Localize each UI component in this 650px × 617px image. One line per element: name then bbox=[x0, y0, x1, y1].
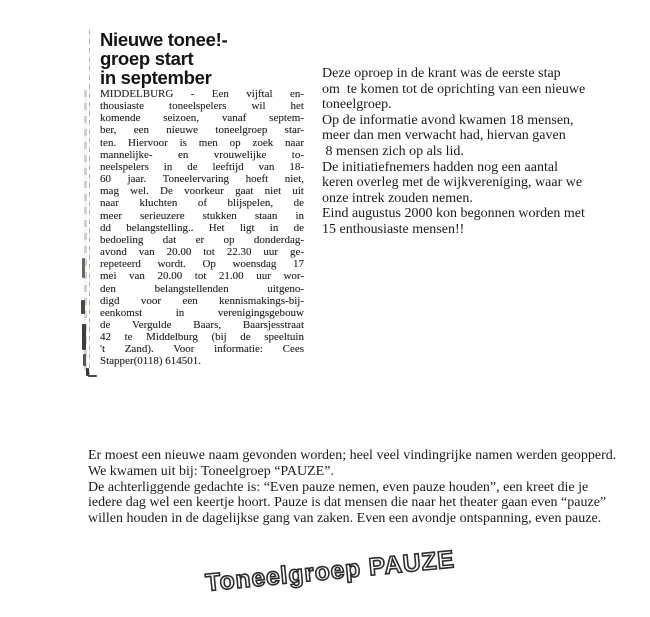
paragraph-line: om te komen tot de oprichting van een nieuwe bbox=[322, 81, 586, 97]
clipping-body-line: 60 jaar. Toneelervaring hoeft niet, bbox=[100, 173, 304, 186]
paragraph-line: Eind augustus 2000 kon begonnen worden met bbox=[322, 206, 585, 222]
headline-line: in september bbox=[100, 67, 212, 88]
headline-line: groep start bbox=[100, 48, 194, 69]
clipping-body-line: naar kluchten of blijspelen, de bbox=[100, 197, 304, 210]
naming-paragraph bbox=[88, 448, 616, 527]
clipping-left-rule bbox=[89, 30, 90, 378]
paragraph-line: keren overleg met de wijkvereniging, waar we bbox=[322, 175, 583, 191]
clipping-body-line: komende seizoen, vanaf septem- bbox=[100, 112, 304, 125]
clipping-body-line: Stapper(0118) 614501. bbox=[100, 355, 202, 368]
clipping-body-line: bedoeling dat er op donderdag- bbox=[100, 233, 304, 246]
paragraph-line: onze intrek zouden nemen. bbox=[322, 190, 473, 206]
clipping-body-line: de Vergulde Baars, Baarsjesstraat bbox=[100, 318, 304, 331]
clipping-body-line: MIDDELBURG - Een vijftal en- bbox=[100, 88, 304, 100]
clipping-edge-smudge bbox=[81, 300, 85, 314]
clipping-body-line: den belangstellenden uitgeno- bbox=[100, 282, 304, 295]
clipping-body-line: avond van 20.00 tot 22.30 uur ge- bbox=[100, 246, 304, 259]
clipping-body bbox=[100, 88, 304, 368]
paragraph-line: Er moest een nieuwe naam gevonden worden; heel veel vindingrijke namen werden geopperd. bbox=[88, 448, 617, 463]
clipping-edge-smudge bbox=[82, 324, 86, 350]
paragraph-line: toneelgroep. bbox=[322, 97, 392, 113]
clipping-body-line: thousiaste toneelspelers wil het bbox=[100, 100, 304, 113]
clipping-edge-smudge bbox=[83, 354, 86, 366]
clipping-edge-smudge bbox=[88, 375, 97, 377]
clipping-headline bbox=[100, 30, 227, 87]
paragraph-line: 15 enthousiaste mensen!! bbox=[322, 221, 465, 237]
clipping-body-line: neelspelers in de leeftijd van 18- bbox=[100, 160, 304, 173]
paragraph-line: We kwamen uit bij: Toneelgroep “PAUZE”. bbox=[88, 463, 334, 479]
clipping-body-line: mannelijke- en vrouwelijke to- bbox=[100, 148, 304, 161]
paragraph-line: De achterliggende gedachte is: “Even pauze nemen, even pauze houden”, een kreet die je bbox=[88, 479, 589, 495]
clipping-body-line: mei van 20.00 tot 21.00 uur wor- bbox=[100, 270, 304, 283]
paragraph-line: De initiatiefnemers hadden nog een aantal bbox=[322, 159, 558, 175]
clipping-body-line: ten. Hiervoor is men op zoek naar bbox=[100, 136, 304, 149]
paragraph-line: iedere dag wel een keertje hoort. Pauze is dat mensen die naar het theater gaan even “pauze” bbox=[88, 495, 607, 511]
paragraph-line: Deze oproep in de krant was de eerste stap bbox=[322, 66, 561, 81]
clipping-body-line: 't Zand). Voor informatie: Cees bbox=[100, 343, 304, 356]
clipping-body-line: 42 te Middelburg (bij de speeltuin bbox=[100, 331, 304, 344]
clipping-body-line: dd belangstelling.. Het ligt in de bbox=[100, 221, 304, 234]
paragraph-line: 8 mensen zich op als lid. bbox=[322, 143, 464, 159]
headline-line: Nieuwe tonee!- bbox=[100, 29, 228, 50]
clipping-body-line: repeteerd wordt. Op woensdag 17 bbox=[100, 258, 304, 271]
clipping-body-line: meer serieuzere stukken staan in bbox=[100, 209, 304, 222]
paragraph-line: Op de informatie avond kwamen 18 mensen, bbox=[322, 112, 574, 128]
logo-text: Toneelgroep PAUZE bbox=[204, 546, 456, 598]
intro-paragraph bbox=[322, 66, 585, 238]
clipping-body-line: digd voor een kennismakings-bij- bbox=[100, 294, 304, 307]
clipping-body-line: ber, een nieuwe toneelgroep star- bbox=[100, 124, 304, 137]
clipping-body-line: mag wel. De voorkeur gaat niet uit bbox=[100, 185, 304, 198]
paragraph-line: meer dan men verwacht had, hiervan gaven bbox=[322, 128, 566, 144]
paragraph-line: willen houden in de dagelijkse gang van zaken. Even een avondje ontspanning, even pauze. bbox=[88, 511, 602, 527]
clipping-body-line: eenkomst in verenigingsgebouw bbox=[100, 306, 304, 319]
clipping-edge-smudge bbox=[82, 258, 85, 278]
